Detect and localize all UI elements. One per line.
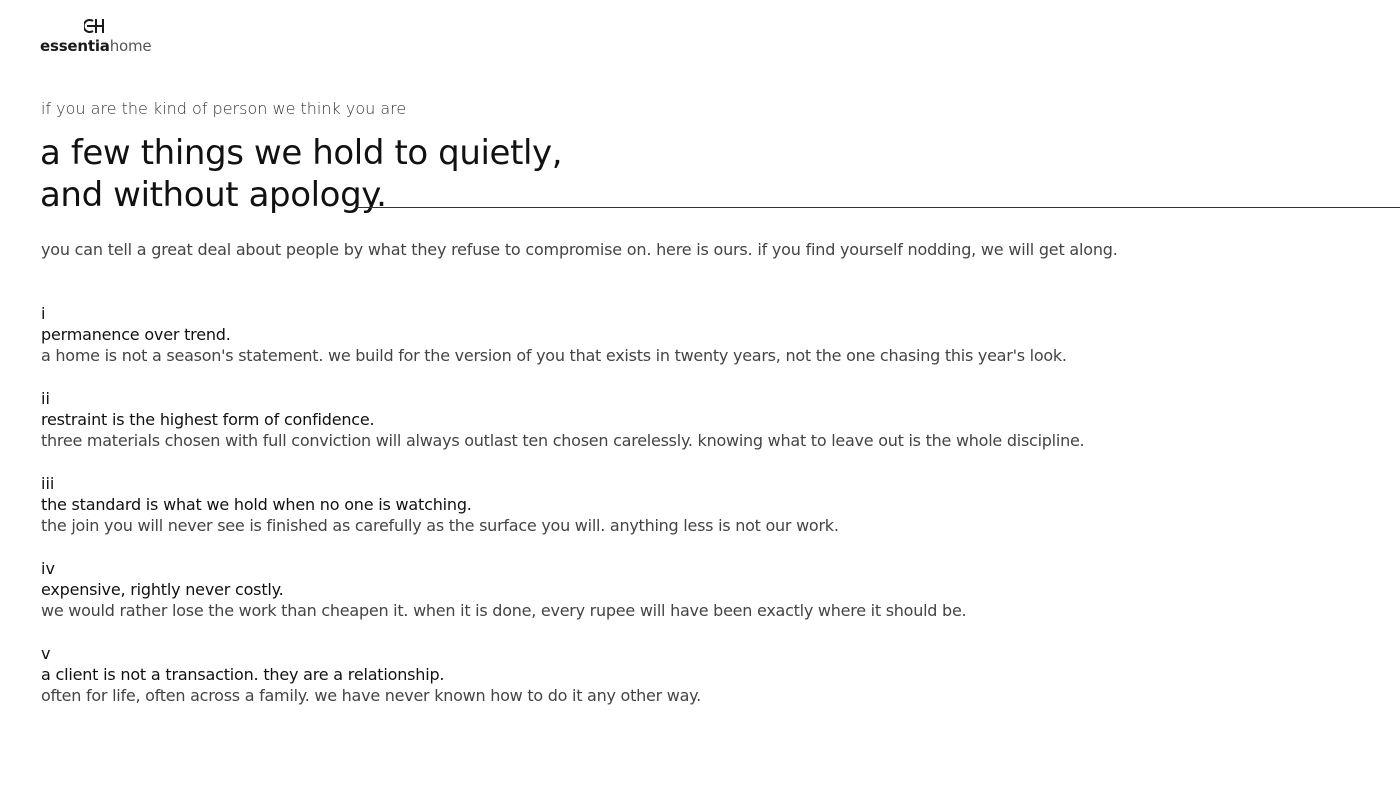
- hero-headline: [40, 132, 562, 216]
- logo-wordmark: [40, 37, 151, 55]
- principle-numeral: ii: [41, 389, 50, 408]
- logo-word-home: home: [109, 37, 152, 55]
- principle-body: a home is not a season's statement. we build for the version of you that exists in twenty years, not the one chasing this year's look.: [41, 346, 1067, 365]
- principle-item: [41, 303, 1084, 388]
- principle-item: [41, 643, 1084, 728]
- principle-body: three materials chosen with full conviction will always outlast ten chosen carelessly. knowing what to leave out is the whole discipline.: [41, 431, 1085, 450]
- principle-item: [41, 388, 1084, 473]
- principle-body: we would rather lose the work than cheapen it. when it is done, every rupee will have been exactly where it should be.: [41, 601, 967, 620]
- principle-numeral: v: [41, 644, 51, 663]
- principle-title: the standard is what we hold when no one is watching.: [41, 495, 472, 514]
- intro-paragraph: you can tell a great deal about people by what they refuse to compromise on. here is ours. if you find yourself nodding, we will get along.: [41, 240, 1118, 259]
- principle-body: the join you will never see is finished as carefully as the surface you will. anything less is not our work.: [41, 516, 839, 535]
- hero-eyebrow: if you are the kind of person we think you are: [41, 99, 407, 118]
- headline-line-1: a few things we hold to quietly,: [40, 133, 563, 173]
- headline-line-2: and without apology.: [40, 175, 387, 215]
- eh-monogram-icon: [84, 18, 106, 34]
- principle-title: expensive, rightly never costly.: [41, 580, 284, 599]
- headline-divider: [355, 207, 1400, 208]
- principle-title: permanence over trend.: [41, 325, 231, 344]
- principles-list: [41, 303, 1084, 728]
- principle-title: a client is not a transaction. they are a relationship.: [41, 665, 445, 684]
- principle-item: [41, 558, 1084, 643]
- principle-title: restraint is the highest form of confidence.: [41, 410, 375, 429]
- principle-item: [41, 473, 1084, 558]
- brand-logo[interactable]: [40, 14, 160, 58]
- principle-numeral: i: [41, 304, 46, 323]
- principle-numeral: iv: [41, 559, 55, 578]
- principle-numeral: iii: [41, 474, 55, 493]
- logo-word-essentia: essentia: [40, 37, 110, 55]
- principle-body: often for life, often across a family. we have never known how to do it any other way.: [41, 686, 701, 705]
